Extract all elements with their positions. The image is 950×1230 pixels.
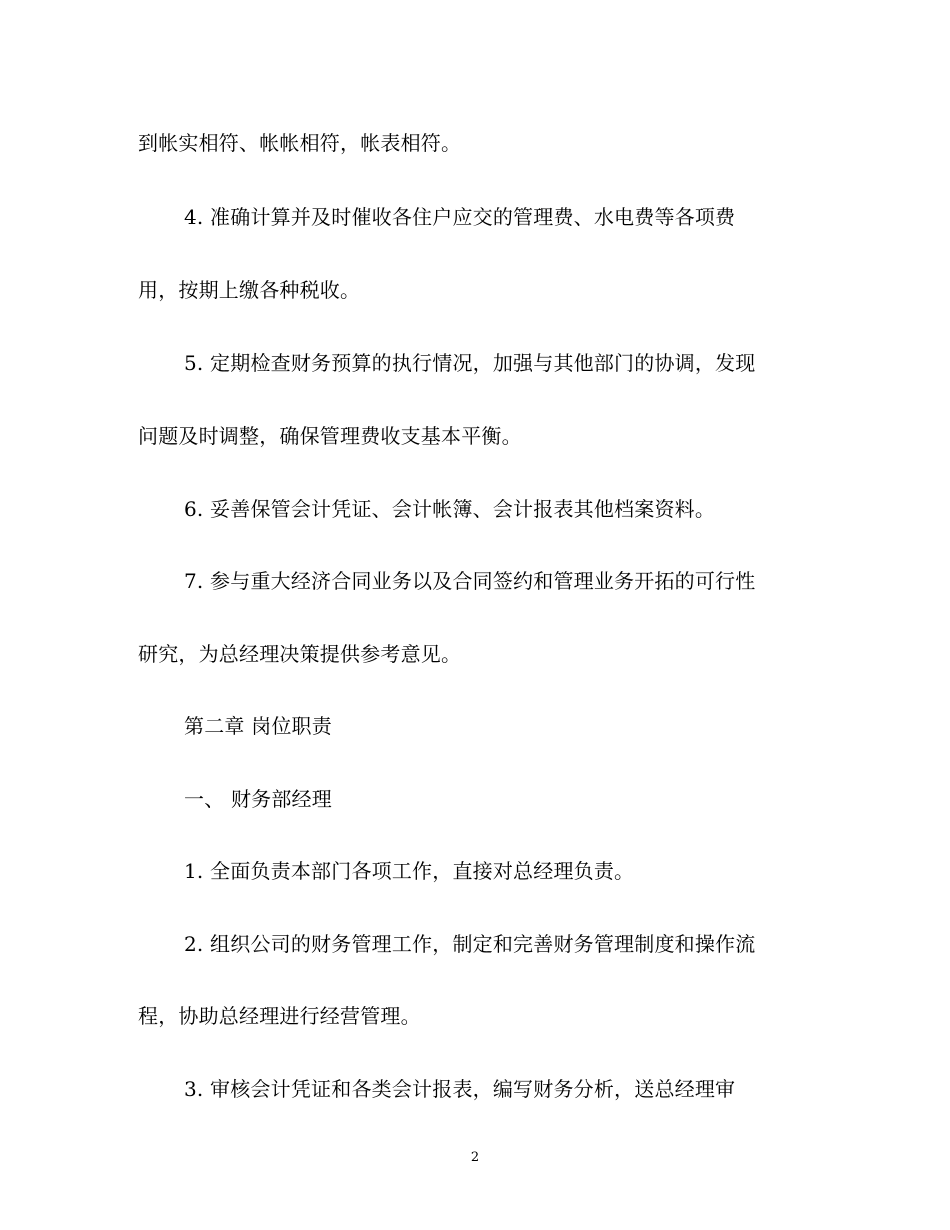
paragraph-line: 5. 定期检查财务预算的执行情况，加强与其他部门的协调，发现 <box>184 351 756 375</box>
paragraph-line: 2. 组织公司的财务管理工作，制定和完善财务管理制度和操作流 <box>184 932 756 956</box>
paragraph-line: 问题及时调整，确保管理费收支基本平衡。 <box>138 424 522 448</box>
page-number: 2 <box>470 1150 480 1165</box>
paragraph-line: 程，协助总经理进行经营管理。 <box>138 1004 421 1028</box>
chapter-heading: 第二章 岗位职责 <box>184 714 332 738</box>
paragraph-line: 4. 准确计算并及时催收各住户应交的管理费、水电费等各项费 <box>184 205 736 229</box>
paragraph-line: 到帐实相符、帐帐相符，帐表相符。 <box>138 131 462 155</box>
paragraph-line: 研究，为总经理决策提供参考意见。 <box>138 642 462 666</box>
section-heading: 一、 财务部经理 <box>184 787 332 811</box>
paragraph-line: 用，按期上缴各种税收。 <box>138 278 361 302</box>
paragraph-line: 3. 审核会计凭证和各类会计报表，编写财务分析，送总经理审 <box>184 1077 736 1101</box>
paragraph-line: 7. 参与重大经济合同业务以及合同签约和管理业务开拓的可行性 <box>184 569 756 593</box>
paragraph-line: 6. 妥善保管会计凭证、会计帐簿、会计报表其他档案资料。 <box>184 497 716 521</box>
paragraph-line: 1. 全面负责本部门各项工作，直接对总经理负责。 <box>184 859 635 883</box>
